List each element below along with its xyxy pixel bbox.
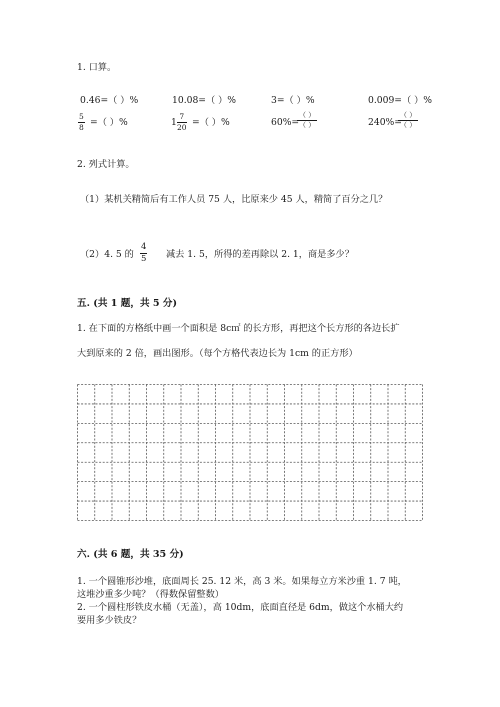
blank-numerator: （ ） — [400, 111, 417, 119]
fraction-numerator: 4 — [141, 242, 147, 252]
oral-item-8-lead: 240%= — [368, 117, 402, 128]
fraction-denominator: 8 — [79, 122, 84, 132]
section-six-q1-line2: 这堆沙重多少吨？（得数保留整数） — [77, 589, 224, 600]
calc-fraction-4-5 — [140, 243, 147, 263]
oral-item-6-tail: =（ ）% — [192, 117, 230, 128]
oral-item-4: 0.009=（ ）% — [368, 95, 433, 106]
fraction-numerator: 5 — [79, 112, 84, 121]
section-six-q2-line2: 要用多少铁皮？ — [77, 615, 142, 626]
calc-heading: 2. 列式计算。 — [77, 159, 135, 170]
oral-item-1: 0.46=（ ）% — [80, 95, 139, 106]
section-six-q1-line1: 1. 一个圆锥形沙堆，底面周长 25. 12 米，高 3 米。如果每立方米沙重 1. 7 吨， — [77, 576, 407, 587]
section-five-q1-line1: 1. 在下面的方格纸中画一个面积是 8c㎡ 的长方形，再把这个长方形的各边长扩 — [77, 323, 400, 334]
oral-item-5-tail: =（ ）% — [90, 117, 128, 128]
fraction-denominator: 20 — [177, 122, 187, 132]
oral-blank-fraction-1 — [297, 112, 317, 129]
blank-denominator: （ ） — [299, 121, 316, 129]
calc-question-1: （1）某机关精简后有工作人员 75 人，比原来少 45 人，精简了百分之几？ — [80, 194, 388, 205]
section-five-q1-line2: 大到原来的 2 倍，画出图形。（每个方格代表边长为 1cm 的正方形） — [77, 348, 358, 359]
mixed-number-whole: 1 — [171, 117, 177, 128]
section-five-heading: 五. (共 1 题，共 5 分) — [77, 298, 178, 309]
section-six-heading: 六. (共 6 题，共 35 分) — [77, 549, 184, 560]
oral-item-2: 10.08=（ ）% — [172, 95, 237, 106]
oral-item-3: 3=（ ）% — [271, 95, 315, 106]
oral-blank-fraction-2 — [398, 112, 418, 129]
oral-fraction-7-20 — [177, 113, 187, 131]
oral-calc-heading: 1. 口算。 — [77, 62, 117, 73]
fraction-denominator: 5 — [141, 253, 147, 264]
section-six-q2-line1: 2. 一个圆柱形铁皮水桶（无盖），高 10dm，底面直径是 6dm，做这个水桶大约 — [77, 602, 404, 613]
blank-numerator: （ ） — [299, 111, 316, 119]
blank-denominator: （ ） — [400, 121, 417, 129]
calc-question-2-pre: （2）4. 5 的 — [80, 249, 134, 260]
fraction-numerator: 7 — [177, 113, 187, 123]
oral-item-7-lead: 60%= — [271, 117, 300, 128]
grid-paper[interactable] — [77, 384, 423, 521]
calc-question-2-post: 减去 1. 5，所得的差再除以 2. 1，商是多少？ — [166, 249, 354, 260]
oral-fraction-5-8 — [78, 113, 85, 131]
